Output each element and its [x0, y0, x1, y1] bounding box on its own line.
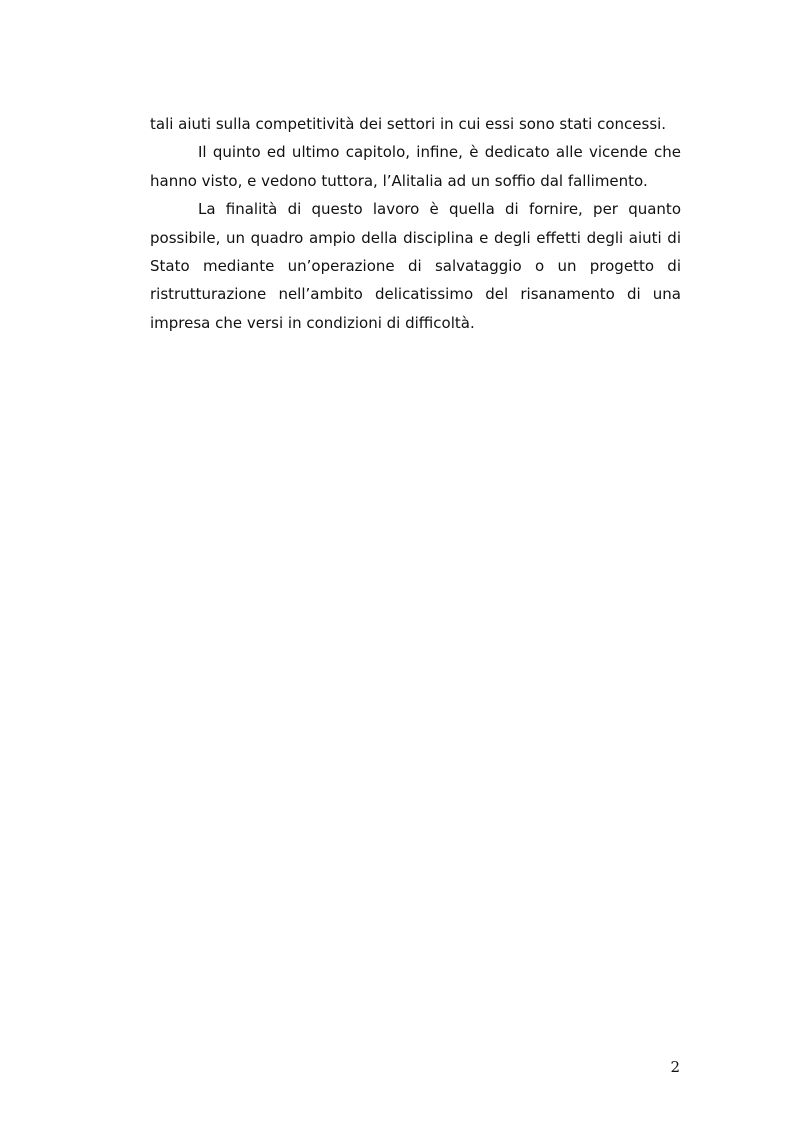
body-text: [150, 110, 681, 337]
page-number: 2: [670, 1058, 680, 1076]
paragraph-continuation: tali aiuti sulla competitività dei settori in cui essi sono stati concessi.: [150, 115, 667, 133]
paragraph-fifth-chapter: Il quinto ed ultimo capitolo, infine, è dedicato alle vicende che hanno visto, e vedono tuttora, l’Alitalia ad un soffio dal fallimento.: [150, 143, 681, 190]
paragraph-purpose: La finalità di questo lavoro è quella di fornire, per quanto possibile, un quadro ampio della disciplina e degli effetti degli aiuti di Stato mediante un’operazione di salvataggio o un progetto di ristrutturazione nell’ambito delicatissimo del risanamento di una impresa che versi in condizioni di difficoltà.: [150, 200, 681, 332]
